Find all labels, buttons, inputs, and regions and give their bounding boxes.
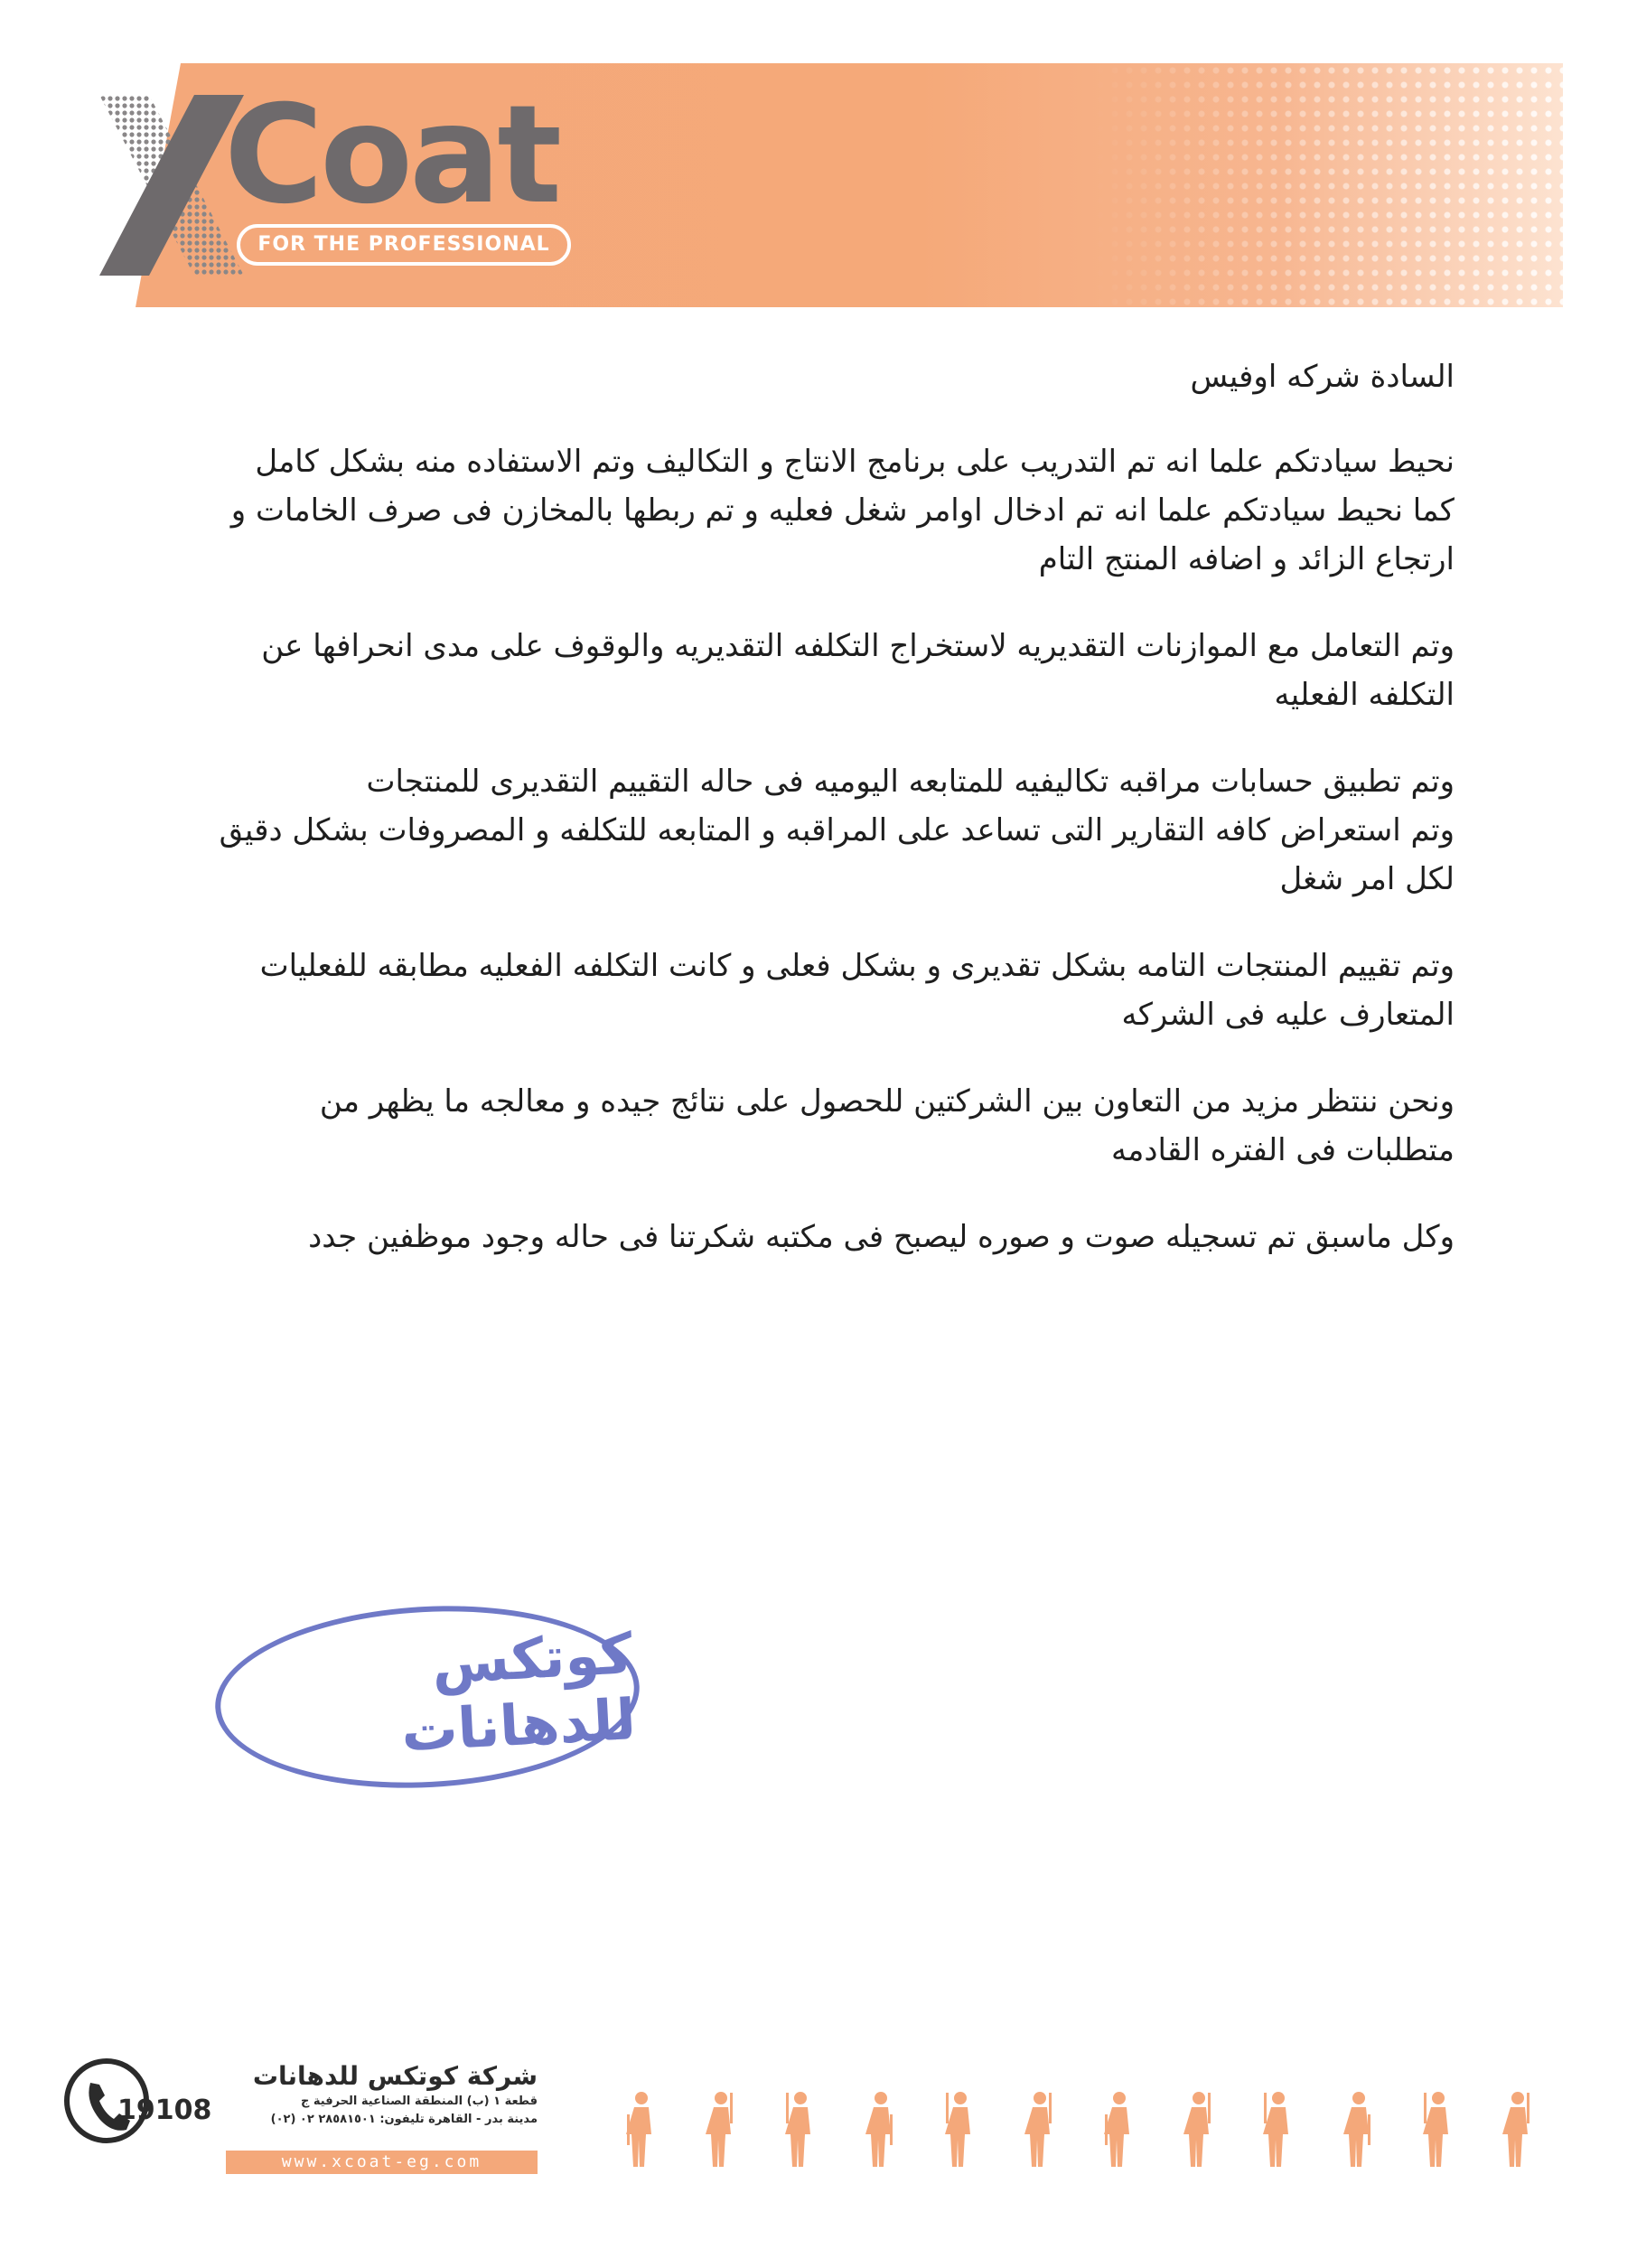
logo-x-mark-icon xyxy=(99,95,244,276)
worker-icon xyxy=(782,2087,818,2169)
worker-icons-row xyxy=(623,2078,1536,2169)
worker-icon xyxy=(863,2087,899,2169)
company-info xyxy=(226,2060,538,2129)
letter-paragraph xyxy=(217,1077,1455,1175)
company-address: قطعة ١ (ب) المنطقة الصناعية الحرفية ج xyxy=(301,2095,538,2108)
letter-salutation: السادة شركه اوفيس xyxy=(1190,359,1455,395)
letter-body xyxy=(217,352,1455,1299)
letter-line: المتعارف عليه فى الشركه xyxy=(1121,997,1455,1033)
worker-icon xyxy=(1341,2087,1377,2169)
worker-icon xyxy=(942,2087,978,2169)
company-stamp xyxy=(210,1596,644,1798)
letter-paragraph xyxy=(217,1213,1455,1261)
letter-paragraph xyxy=(217,437,1455,584)
letter-line: نحيط سيادتكم علما انه تم التدريب على برنامج الانتاج و التكاليف وتم الاستفاده منه بشكل كامل xyxy=(255,444,1455,480)
letter-paragraph xyxy=(217,942,1455,1039)
letter-line: لكل امر شغل xyxy=(1279,861,1455,897)
worker-icon xyxy=(1022,2087,1058,2169)
letter-line: وكل ماسبق تم تسجيله صوت و صوره ليصبح فى مكتبه شكرتنا فى حاله وجود موظفين جدد xyxy=(308,1219,1455,1255)
worker-icon xyxy=(1181,2087,1217,2169)
banner-dot-pattern xyxy=(1093,63,1563,307)
letter-paragraph xyxy=(217,622,1455,719)
hotline-number: 19108 xyxy=(117,2095,212,2126)
letter-line: ارتجاع الزائد و اضافه المنتج التام xyxy=(1038,541,1455,577)
letter-line: وتم تقييم المنتجات التامه بشكل تقديرى و بشكل فعلى و كانت التكلفه الفعليه مطابقه للفعليات xyxy=(259,948,1455,984)
worker-icon xyxy=(703,2087,739,2169)
worker-icon xyxy=(1420,2087,1456,2169)
company-website: www.xcoat-eg.com xyxy=(226,2151,538,2174)
company-name: شركة كوتكس للدهانات xyxy=(252,2061,538,2091)
letter-line: وتم استعراض كافه التقارير التى تساعد على المراقبه و المتابعه للتكلفه و المصروفات بشكل دقيق xyxy=(219,812,1455,848)
letter-line: ونحن ننتظر مزيد من التعاون بين الشركتين للحصول على نتائج جيده و معالجه ما يظهر من xyxy=(319,1083,1455,1120)
company-city-phone: مدينة بدر - القاهرة تليفون: ٢٨٥٨١٥٠١ ٠٢ (٠٢) xyxy=(270,2113,538,2126)
logo-wordmark: Coat xyxy=(224,77,559,234)
letter-paragraph xyxy=(217,757,1455,904)
worker-icon xyxy=(1101,2087,1137,2169)
worker-icon xyxy=(623,2087,659,2169)
letter-line: كما نحيط سيادتكم علما انه تم ادخال اوامر شغل فعليه و تم ربطها بالمخازن فى صرف الخامات و xyxy=(230,492,1455,529)
letter-line: متطلبات فى الفتره القادمه xyxy=(1110,1132,1455,1168)
worker-icon xyxy=(1260,2087,1296,2169)
letter-line: وتم التعامل مع الموازنات التقديريه لاستخراج التكلفه التقديريه والوقوف على مدى انحرافها عن xyxy=(261,628,1455,664)
stamp-text: كوتكس للدهانات xyxy=(399,1620,638,1765)
letter-line: التكلفه الفعليه xyxy=(1274,677,1455,713)
worker-icon xyxy=(1500,2087,1536,2169)
logo-tagline: FOR THE PROFESSIONAL xyxy=(237,224,571,266)
letter-line: وتم تطبيق حسابات مراقبه تكاليفيه للمتابعه اليوميه فى حاله التقييم التقديرى للمنتجات xyxy=(366,764,1455,800)
